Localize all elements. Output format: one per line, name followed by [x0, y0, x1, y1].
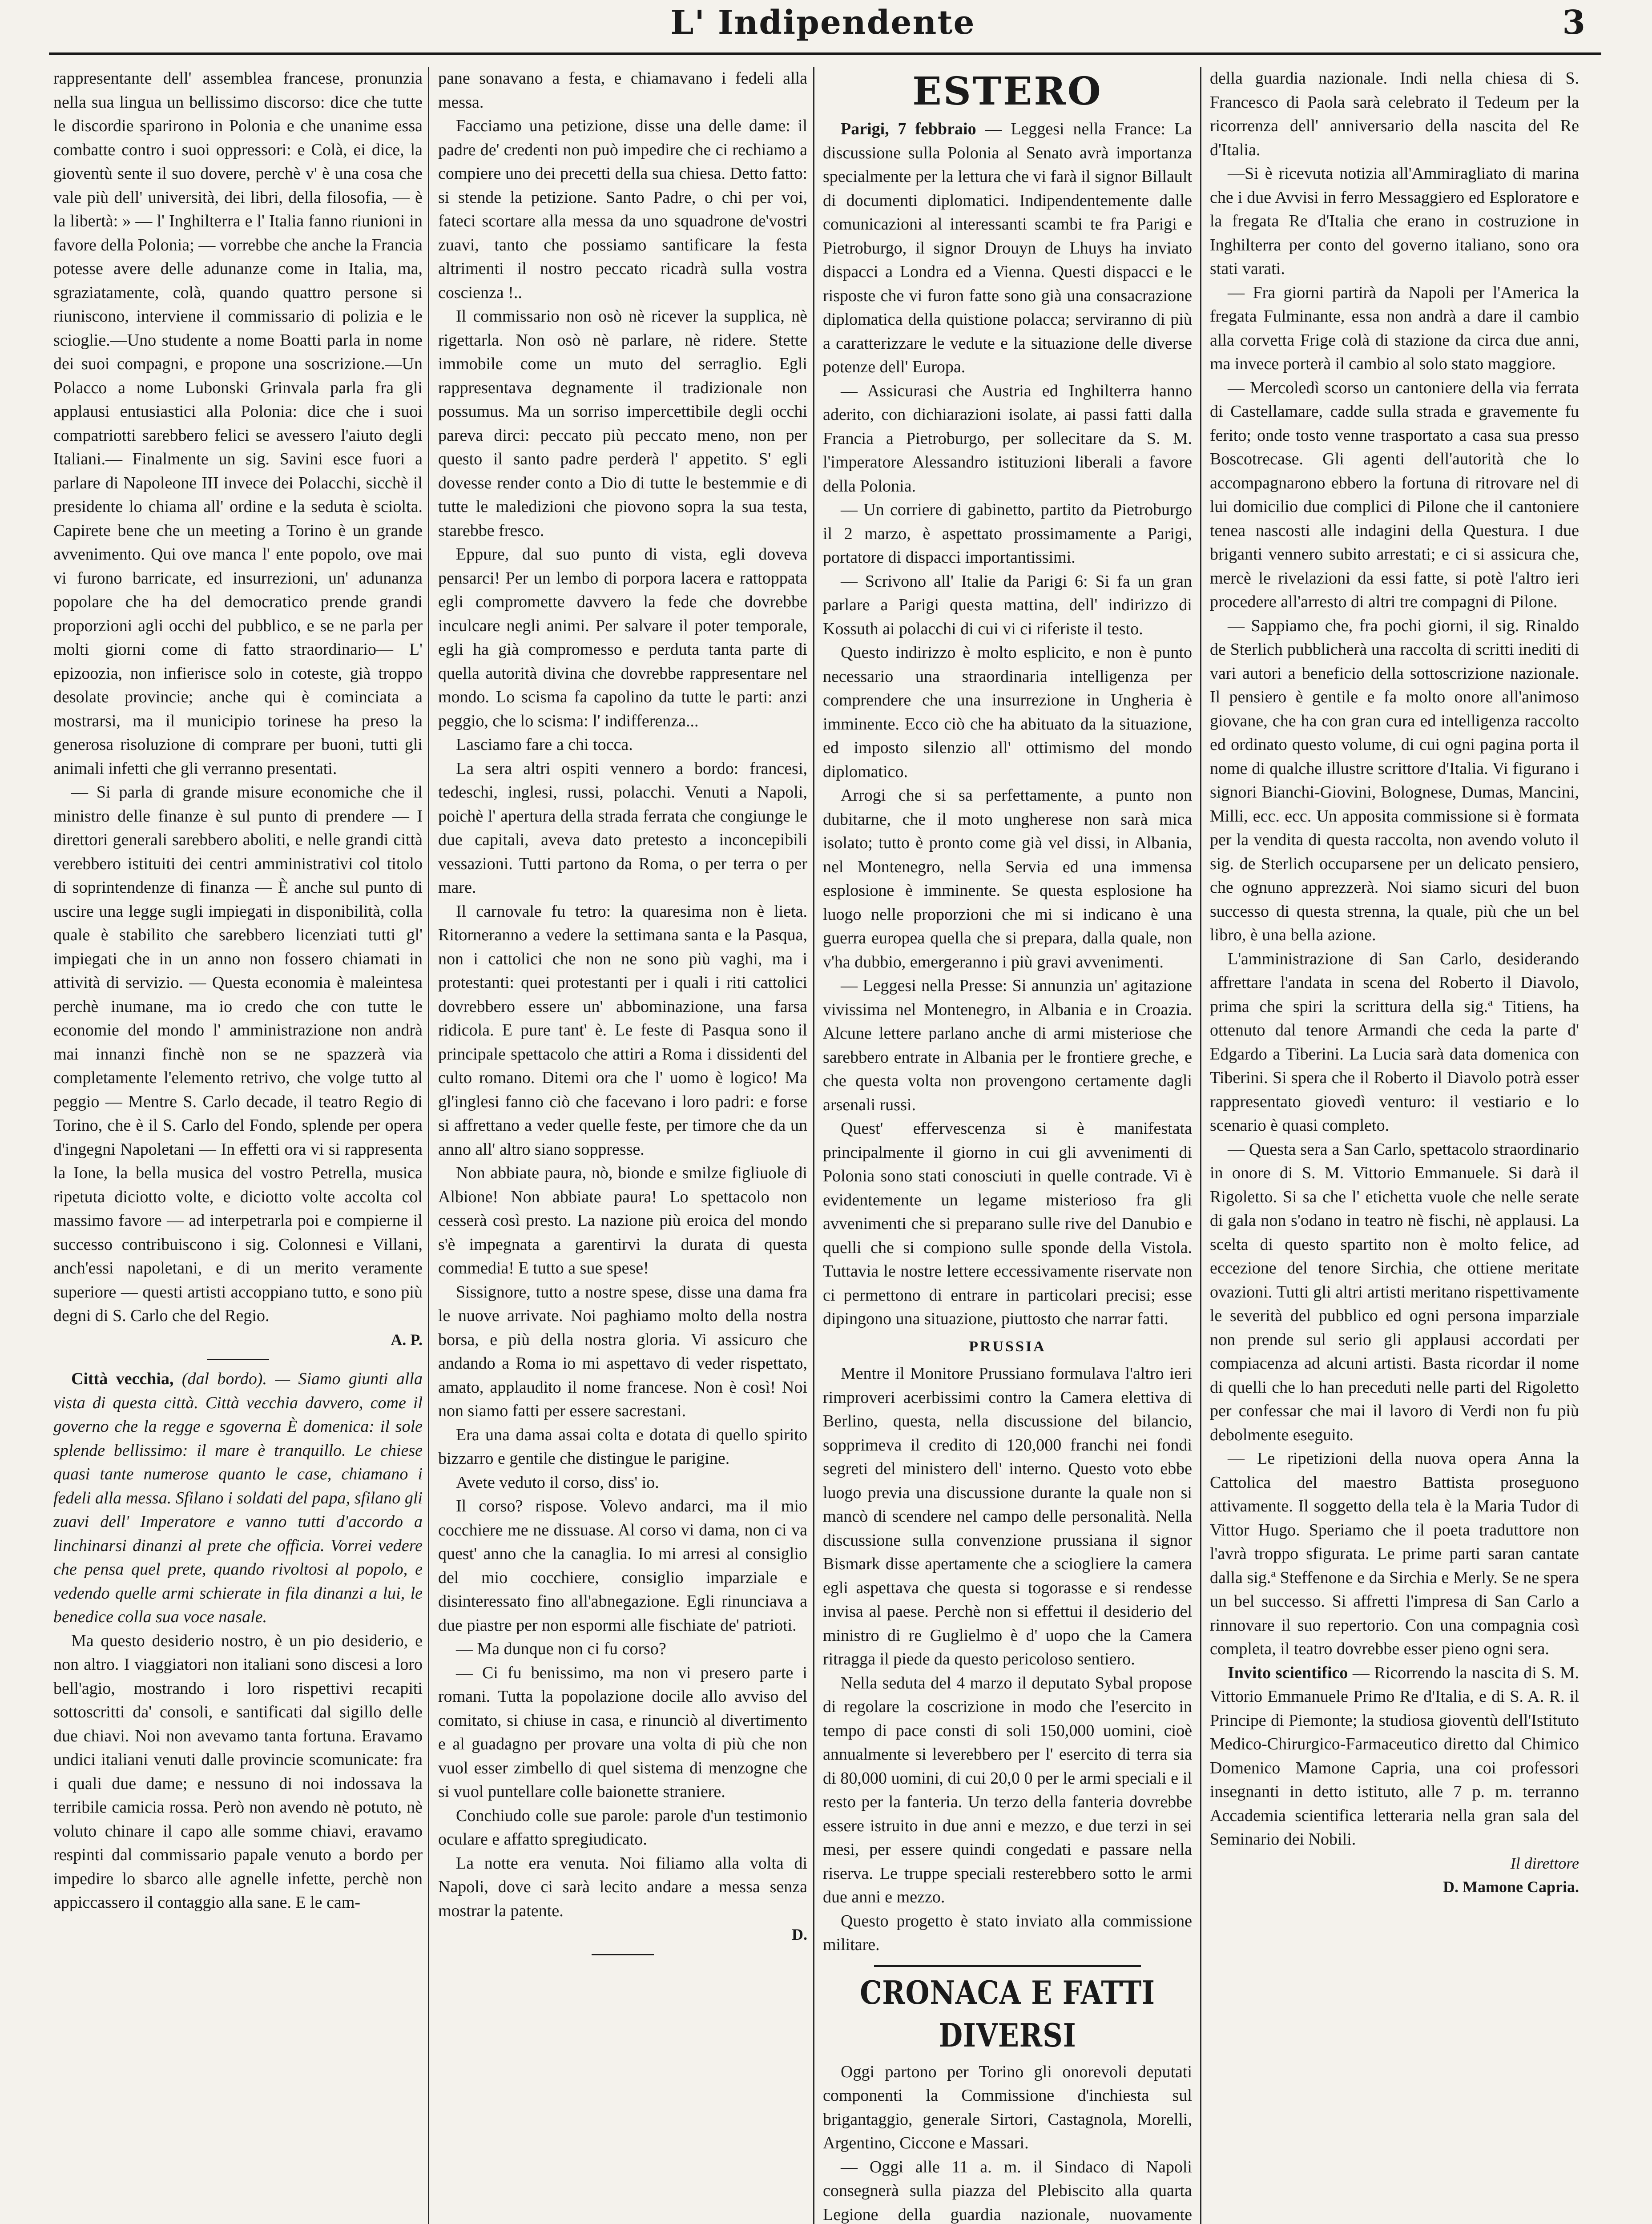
article-paragraph: Mentre il Monitore Prussiano formulava l'altro ieri rimproveri acerbissimi contro la Camera elettiva di Berlino, questa, nella discussione del bilancio, sopprimeva il credito di 120,000 franchi nei fondi segreti del ministero dell' interno. Questo voto ebbe luogo previa una discussione durante la quale non si mancò di scendere nel campo delle personalità. Nella discussione sulla convenzione prussiana il signor Bismark disse apertamente che a sciogliere la camera egli aspettava che questa si togorasse e si rendesse invisa al paese. Perchè non si effettui il desiderio del ministro di re Guglielmo è d' uopo che la Camera ritragga il piede da questo pericoloso sentiero.	[823, 1364, 1192, 1668]
column-2	[438, 67, 807, 2224]
article-paragraph: Quest' effervescenza si è manifestata principalmente il giorno in cui gli avvenimenti di Polonia sono stati conosciuti in quelle contrade. Vi è evidentemente un legame misterioso fra gli avvenimenti che si preparano sulle rive del Danubio e quelli che si compiono sulle sponde della Vistola. Tuttavia le nostre lettere eccessivamente riservate non ci permettono di entrare in particolari precisi; esse dipingono una situazione, piuttosto che narrar fatti.	[823, 1119, 1192, 1328]
article-paragraph: — Sappiamo che, fra pochi giorni, il sig. Rinaldo de Sterlich pubblicherà una raccolta di scritti inediti di vari autori a beneficio della sottoscrizione nazionale. Il pensiero è gentile e fa molto onore all'animoso giovane, che ha con gran cura ed intelligenza raccolto ed ordinato questo volume, di cui ogni pagina porta il nome di qualche illustre scrittore d'Italia. Vi figurano i signori Bianchi-Giovini, Bolognese, Dumas, Mancini, Milli, ecc. ecc. Un apposita commissione si è formata per la vendita di questa raccolta, non avendo voluto il sig. de Sterlich occuparsene per un delicato pensiero, che ognuno apprezzerà. Noi siamo sicuri del buon successo di questa strenna, la quale, più che un bel libro, è una bella azione.	[1210, 616, 1579, 944]
article-paragraph: — Scrivono all' Italie da Parigi 6: Si fa un gran parlare a Parigi questa mattina, dell' indirizzo di Kossuth ai polacchi di cui vi ci riferiste il testo.	[823, 572, 1192, 638]
article-signature: D. Mamone Capria.	[1443, 1878, 1579, 1896]
article-paragraph: pane sonavano a festa, e chiamavano i fedeli alla messa.	[438, 69, 807, 112]
article-paragraph: Questo progetto è stato inviato alla commissione militare.	[823, 1911, 1192, 1954]
masthead-title: L' Indipendente	[670, 4, 975, 42]
article-paragraph: La sera altri ospiti vennero a bordo: francesi, tedeschi, inglesi, russi, polacchi. Venuti a Napoli, poichè l' apertura della strada ferrata che congiunge le due capitali, aveva dato pretesto a inconcepibili vessazioni. Tutti partono da Roma, o per terra o per mare.	[438, 759, 807, 897]
article-paragraph: Era una dama assai colta e dotata di quello spirito bizzarro e gentile che distingue le parigine.	[438, 1425, 807, 1468]
article-divider	[592, 1954, 654, 1955]
article-paragraph: Il carnovale fu tetro: la quaresima non è lieta. Ritorneranno a vedere la settimana santa e la Pasqua, non i cattolici che non ne sono più vaghi, ma i protestanti: quei protestanti per i quali i riti cattolici dovrebbero essere un' abbominazione, una farsa ridicola. E pure tant' è. Le feste di Pasqua sono il principale spettacolo che attiri a Roma i dissidenti del culto romano. Ditemi ora che l' uomo è logico! Ma gl'inglesi fanno ciò che facevano i loro padri: e forse si affrettano a veder quelle feste, per timore che da un anno all' altro siano soppresse.	[438, 902, 807, 1159]
article-paragraph: La notte era venuta. Noi filiamo alla volta di Napoli, dove ci sarà lecito andare a messa senza mostrar la patente.	[438, 1853, 807, 1920]
section-divider	[874, 1965, 1141, 1967]
article-paragraph: rappresentante dell' assemblea francese, pronunzia nella sua lingua un bellissimo discorso: dice che tutte le discordie sparirono in Polonia e che unanime essa combatte contro i suoi oppressori: e Colà, ei dice, la gioventù sente il suo dovere, perchè v' è una cosa che vale più dell' università, dei libri, della filosofia, — è la libertà: » — l' Inghilterra e l' Italia fanno riunioni in favore della Polonia; — vorrebbe che anche la Francia potesse avere delle adunanze come in Italia, ma, sgraziatamente, colà, quando quattro persone si riuniscono, interviene il commissario di polizia e le scioglie.—Uno studente a nome Boatti parla in nome dei suoi compagni, e propone una soscrizione.—Un Polacco a nome Lubonski Grinvala parla fra gli applausi entusiastici alla Polonia: dice che i suoi compatriotti sarebbero felici se avessero l'aiuto degli Italiani.— Finalmente un sig. Savini esce fuori a parlare di Napoleone III invece dei Polacchi, sicchè il presidente lo chiama all' ordine e la seduta è sciolta. Capirete bene che un meeting a Torino è un grande avvenimento. Qui ove manca l' ente popolo, ove mai vi furono barricate, ed insurrezioni, un' adunanza popolare che ha del democratico prende grandi proporzioni agli occhi del pubblico, e se ne parla per molti giorni come di fatto straordinario— L' epizoozia, non infierisce solo in coteste, già troppo desolate provincie; anche qui è cominciata a mostrarsi, ma il municipio torinese ha preso la generosa risoluzione di comprare per buoni, tutti gli animali infetti che gli verranno presentati.	[53, 69, 423, 778]
article-paragraph: —Si è ricevuta notizia all'Ammiragliato di marina che i due Avvisi in ferro Messaggiero ed Esploratore e la fregata Re d'Italia che erano in costruzione in Inghilterra per conto del governo italiano, sono ora stati varati.	[1210, 164, 1579, 278]
article-paragraph: — Un corriere di gabinetto, partito da Pietroburgo il 2 marzo, è aspettato prossimamente a Parigi, portatore di dispacci importantissimi.	[823, 500, 1192, 567]
page-number: 3	[1562, 4, 1585, 42]
article-paragraph: Avete veduto il corso, diss' io.	[456, 1473, 659, 1492]
article-paragraph: — Leggesi nella Presse: Si annunzia un' agitazione vivissima nel Montenegro, in Albania e in Croazia. Alcune lettere parlano anche di armi misteriose che sarebbero entrate in Albania per le frontiere greche, e che questa volta non provengono certamente dagli arsenali russi.	[823, 976, 1192, 1114]
column-divider	[813, 67, 814, 2224]
article-paragraph: — Assicurasi che Austria ed Inghilterra hanno aderito, con dichiarazioni isolate, ai passi fatti dalla Francia a Pietroburgo, per sollecitare da S. M. l'imperatore Alessandro istituzioni liberali a favore della Polonia.	[823, 381, 1192, 496]
article-lead: Invito scientifico	[1228, 1663, 1348, 1682]
article-paragraph: Il commissario non osò nè ricever la supplica, nè rigettarla. Non osò nè parlare, nè ridere. Stette immobile come un muto del serraglio. Egli rappresentava degnamente il tradizionale non possumus. Ma un sorriso impercettibile degli occhi pareva dirci: peccato più peccato meno, non per questo il santo padre perderà l' appetito. S' egli dovesse render conto a Dio di tutte le bestemmie e di tutte le maledizioni che piovono sopra la sua testa, starebbe fresco.	[438, 307, 807, 540]
article-paragraph: Conchiudo colle sue parole: parole d'un testimonio oculare e affatto spregiudicato.	[438, 1806, 807, 1849]
column-divider	[1200, 67, 1201, 2224]
article-paragraph: Sissignore, tutto a nostre spese, disse una dama fra le nuove arrivate. Noi paghiamo molto della nostra borsa, e più della nostra gloria. Vi assicuro che andando a Roma io mi aspettavo di veder rispettato, amato, applaudito il nome francese. Non è così! Noi non siamo fatti per essere sacrestani.	[438, 1282, 807, 1420]
article-paragraph: Lasciamo fare a chi tocca.	[456, 735, 633, 754]
article-paragraph: — Ma dunque non ci fu corso?	[456, 1640, 666, 1658]
article-lead: Città vecchia,	[71, 1370, 174, 1388]
article-paragraph: Ma questo desiderio nostro, è un pio desiderio, e non altro. I viaggiatori non italiani sono discesi a loro bell'agio, mostrando i loro rispettivi recapiti sottoscritti da' consoli, e santificati dal sigillo delle due chiavi. Noi non avevamo tanta fortuna. Eravamo undici italiani venuti dalle provincie scomunicate: fra i quali due dame; e nessuno di noi indossava la terribile camicia rossa. Però non avendo nè potuto, nè voluto chinare il capo alle somme chiavi, eravamo respinti dal commissario papale venuto a bordo per impedire lo sbarco alle agnelle infette, perchè non appiccassero il contaggio alla sane. E le cam-	[53, 1631, 423, 1912]
article-paragraph: — Si parla di grande misure economiche che il ministro delle finanze è sul punto di prendere — I direttori generali sarebbero aboliti, e nelle grandi città verebbero istituiti dei centri amministrativi col titolo di soprintendenze di finanza — È anche sul punto di uscire una legge sugli impiegati in disponibilità, colla quale è stabilito che sarebbero licenziati tutti gl' impiegati che in un anno non fossero chiamati in attività di servizio. — Questa economia è maleintesa perchè inumane, ma io credo che con tutte le economie del mondo l' amministrazione non andrà mai innanzi finchè non se ne spazzerà via completamente l'elemento retrivo, che volge tutto al peggio — Mentre S. Carlo decade, il teatro Regio di Torino, che è il S. Carlo del Fondo, splende per opera d'ingegni Napoletani — In effetti ora vi si rappresenta la Ione, la bella musica del vostro Petrella, musica ripetuta diciotto volte, e diciotto volte accolta col massimo favore — ad interpetrarla poi e compierne il successo contribuiscono i sig. Colonnesi e Villani, anch'essi napoletani, e di un merito veramente superiore — questi artisti accoppiano tutto, e sono più degni di S. Carlo che del Regio.	[53, 783, 423, 1325]
article-paragraph: — Fra giorni partirà da Napoli per l'America la fregata Fulminante, essa non andrà a dare il cambio alla corvetta Frige colà di stazione da circa due anni, ma invece porterà il cambio al solo stato maggiore.	[1210, 283, 1579, 373]
article-paragraph: Eppure, dal suo punto di vista, egli doveva pensarci! Per un lembo di porpora lacera e rattoppata egli compromette davvero la fede che dovrebbe inculcare negli animi. Per salvare il poter temporale, egli ha già compromesso e perduta tanta parte di quella autorità divina che dovrebbe rappresentare nel mondo. Lo scisma fa capolino da tutte le parti: anzi peggio, che lo scisma: l' indifferenza...	[438, 545, 807, 730]
column-3	[823, 67, 1192, 2224]
subsection-heading: PRUSSIA	[969, 1338, 1046, 1355]
column-divider	[428, 67, 429, 2224]
article-paragraph: Oggi partono per Torino gli onorevoli deputati componenti la Commissione d'inchiesta sul brigantaggio, generale Sirtori, Castagnola, Morelli, Argentino, Ciccone e Massari.	[823, 2062, 1192, 2152]
masthead	[0, 0, 1652, 49]
article-paragraph: (dal bordo). — Siamo giunti alla vista di questa città. Città vecchia davvero, come il governo che la regge e sgoverna È domenica: il sole splende bellissimo: il mare è tranquillo. Le chiese quasi tante numerose quanto le case, chiamano i fedeli alla messa. Sfilano i soldati del papa, sfilano gli zuavi dell' Imperatore e vanno tutti d'accordo a linchinarsi dinanzi al prete che officia. Vorrei vedere che pensa quel prete, quando rivoltosi al popolo, e vedendo quelle armi schierate in fila dinanzi a lui, le benedice colla sua voce nasale.	[53, 1370, 423, 1626]
article-paragraph: Arrogi che si sa perfettamente, a punto non dubitarne, che il moto ungherese non sarà mica isolato; tutto è pronto come già vel dissi, in Albania, nel Montenegro, nella Servia ed una immensa esplosione è imminente. Se questa esplosione ha luogo nelle proporzioni che mi si indicano è una guerra europea quella che si prepara, dalla quale, non v'ha dubbio, emergeranno i più gravi avvenimenti.	[823, 786, 1192, 971]
section-heading-cronaca: CRONACA E FATTI DIVERSI	[860, 1973, 1155, 2054]
article-paragraph: Questo indirizzo è molto esplicito, e non è punto necessario una straordinaria intelligenza per comprendere che una insurrezione in Ungheria è imminente. Ecco ciò che ha abituato da la situazione, ed imposto silenzio all' ottimismo del mondo diplomatico.	[823, 643, 1192, 781]
article-paragraph: della guardia nazionale. Indi nella chiesa di S. Francesco di Paola sarà celebrato il Tedeum per la ricorrenza dell' anniversario della nascita del Re d'Italia.	[1210, 69, 1579, 159]
article-paragraph: — Mercoledì scorso un cantoniere della via ferrata di Castellamare, cadde sulla strada e gravemente fu ferito; onde tosto venne trasportato a casa sua presso Boscotrecase. Gli agenti dell'autorità che lo accompagnarono ebbero la fortuna di ritrovare nel di lui domicilio due complici di Pilone che il cantoniere tenea nascosti alle indagini della Questura. I due briganti vennero subito arrestati; e ci si assicura che, mercè le rivelazioni da essi fatte, si potè l'altro ieri procedere all'arresto di altri tre compagni di Pilone.	[1210, 378, 1579, 611]
article-paragraph: — Leggesi nella France: La discussione sulla Polonia al Senato avrà importanza specialmente per la lettura che vi farà il signor Billault di documenti diplomatici. Indipendentemente dalle comunicazioni al interessanti scambi te fra Parigi e Pietroburgo, il signor Drouyn de Lhuys ha inviato dispacci a Londra ed a Vienna. Questi dispacci e le risposte che vi furon fatte sono già una consacrazione diplomatica della quistione polacca; serviranno di più a caratterizzare le vedute e la situazione delle diverse potenze dell' Europa.	[823, 120, 1192, 376]
article-paragraph: Non abbiate paura, nò, bionde e smilze figliuole di Albione! Non abbiate paura! Lo spettacolo non cesserà così presto. La nazione più eroica del mondo s'è impegnata a garentirvi la durata di questa commedia! E tutto a sue spese!	[438, 1164, 807, 1277]
article-paragraph: — Questa sera a San Carlo, spettacolo straordinario in onore di S. M. Vittorio Emmanuele. Si darà il Rigoletto. Si sa che l' etichetta vuole che nelle serate di gala non s'odano in teatro nè fischi, nè applausi. La scelta di questo spartito non è molto felice, ad eccezione del tenore Sirchia, che ottiene meritate ovazioni. Tutti gli altri artisti meritano rispettivamente le severità del pubblico ed ogni persona imparziale non prende sul serio gli applausi accordati per compiacenza ad alcuni artisti. Basta ricordar il nome di quelli che lo han preceduti nelle parti del Rigoletto per confessar che mai il lavoro di Verdi non fu più debolmente eseguito.	[1210, 1140, 1579, 1444]
article-signature: A. P.	[391, 1330, 423, 1349]
article-paragraph: — Ci fu benissimo, ma non vi presero parte i romani. Tutta la popolazione docile allo avviso del comitato, si chiuse in casa, e rinunciò al divertimento e al guadagno per provare una volta di più che non vuol esser zimbello di quel sistema di menzogne che si vuol puntellare colle baionette straniere.	[438, 1663, 807, 1801]
article-paragraph: — Le ripetizioni della nuova opera Anna la Cattolica del maestro Battista proseguono attivamente. Il soggetto della tela è la Maria Tudor di Vittor Hugo. Speriamo che il poeta traduttore non l'avrà troppo sfigurata. Le prime parti saran cantate dalla sig.ª Steffenone e da Sirchia e Merly. Se ne spera un bel successo. Si affretti l'impresa di San Carlo a rinnovare il suo repertorio. Con una compagnia così completa, il teatro dovrebbe esser pieno ogni sera.	[1210, 1449, 1579, 1658]
signature-label: Il direttore	[1510, 1854, 1579, 1872]
article-signature: D.	[792, 1926, 807, 1943]
article-lead: Parigi, 7 febbraio	[841, 120, 976, 138]
article-paragraph: — Oggi alle 11 a. m. il Sindaco di Napoli consegnerà sulla piazza del Plebiscito alla quarta Legione della guardia nazionale, nuovamente	[823, 2157, 1192, 2224]
column-1	[53, 67, 423, 2224]
column-4	[1210, 67, 1579, 2224]
article-paragraph: Facciamo una petizione, disse una delle dame: il padre de' credenti non può impedire che ci rechiamo a compiere uno dei precetti della sua chiesa. Detto fatto: si stende la petizione. Santo Padre, o chi per voi, fateci scortare alla messa da uno squadrone de'vostri zuavi, tanto che possiamo santificare la festa altrimenti il nostro peccato ricadrà sulla vostra coscienza !..	[438, 117, 807, 302]
article-paragraph: Il corso? rispose. Volevo andarci, ma il mio cocchiere me ne dissuase. Al corso vi dama, non ci va quest' anno che la canaglia. Io mi arresi al consiglio del mio cocchiere, consiglio imparziale e disinteressato fino all'abnegazione. Egli rinunciava a due piastre per non espormi alle fischiate de' patrioti.	[438, 1497, 807, 1635]
section-heading-estero: ESTERO	[912, 69, 1103, 114]
article-divider	[207, 1359, 269, 1360]
article-paragraph: Nella seduta del 4 marzo il deputato Sybal propose di regolare la coscrizione in modo che l'esercito in tempo di pace consti di soli 150,000 uomini, cioè annualmente si leverebbero per l' esercito di terra sia di 80,000 uomini, di cui 20,0 0 per le armi speciali e il resto per la fanteria. Un terzo della fanteria dovrebbe essere istruito in due anni e mezzo, e due terzi in sei mesi, per essere quindi congedati e passare nella riserva. Le truppe speciali resterebbero sotto le armi due anni e mezzo.	[823, 1673, 1192, 1906]
header-rule	[49, 52, 1601, 55]
article-paragraph: L'amministrazione di San Carlo, desiderando affrettare l'andata in scena del Roberto il Diavolo, prima che spiri la scrittura della sig.ª Titiens, ha ottenuto dal tenore Armandi che ceda la parte d' Edgardo a Tiberini. La Lucia sarà data domenica con Tiberini. Si spera che il Roberto il Diavolo potrà esser rappresentato giovedì venturo: il vestiario e lo scenario è quasi completo.	[1210, 949, 1579, 1135]
article-paragraph: — Ricorrendo la nascita di S. M. Vittorio Emmanuele Primo Re d'Italia, e di S. A. R. il Principe di Piemonte; la studiosa gioventù dell'Istituto Medico-Chirurgico-Farmaceutico diretto dal Chimico Domenico Mamone Capria, una coi professori insegnanti in detto istituto, alle 7 p. m. terranno Accademia scientifica letteraria nella gran sala del Seminario dei Nobili.	[1210, 1663, 1579, 1849]
